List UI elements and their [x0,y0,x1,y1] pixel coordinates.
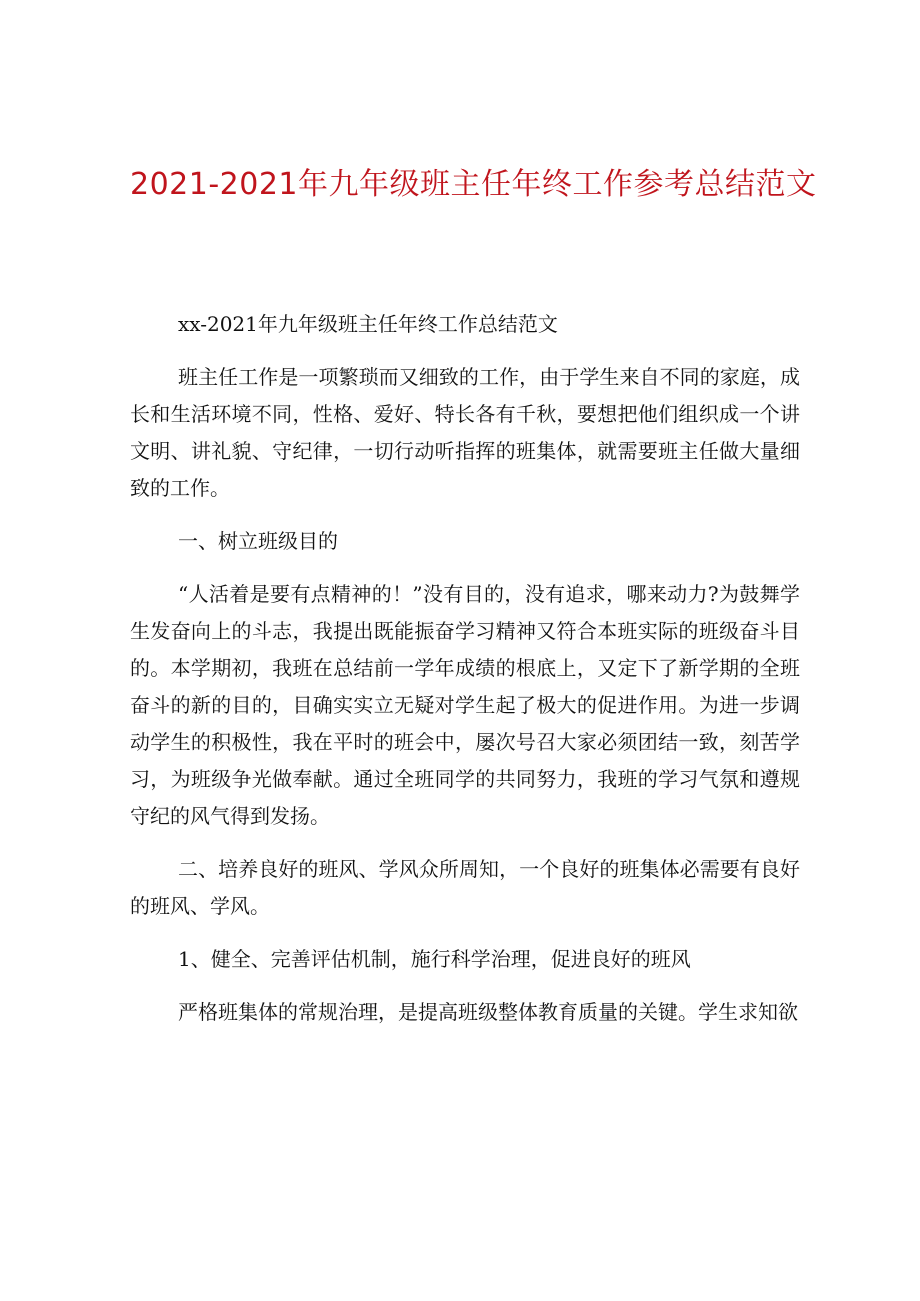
paragraph-intro: 班主任工作是一项繁琐而又细致的工作，由于学生来自不同的家庭，成长和生活环境不同，性格、爱好、特长各有千秋，要想把他们组织成一个讲文明、讲礼貌、守纪律，一切行动听指挥的班集体，就需要班主任做大量细致的工作。 [130,365,800,500]
document-title: 2021-2021年九年级班主任年终工作参考总结范文 [130,167,817,202]
section-heading-2: 二、培养良好的班风、学风众所周知，一个良好的班集体必需要有良好的班风、学风。 [130,857,800,918]
document-body [130,306,800,1047]
subsection-heading-1: 1、健全、完善评估机制，施行科学治理，促进良好的班风 [178,947,691,971]
document-subtitle: xx-2021年九年级班主任年终工作总结范文 [178,312,558,336]
section-heading-1: 一、树立班级目的 [178,529,338,553]
paragraph-subsection-1: 严格班集体的常规治理，是提高班级整体教育质量的关键。学生求知欲 [178,1000,798,1024]
paragraph-section-1: “人活着是要有点精神的！”没有目的，没有追求，哪来动力?为鼓舞学生发奋向上的斗志，我提出既能振奋学习精神又符合本班实际的班级奋斗目的。本学期初，我班在总结前一学年成绩的根底上，又定下了新学期的全班奋斗的新的目的，目确实实立无疑对学生起了极大的促进作用。为进一步调动学生的积极性，我在平时的班会中，屡次号召大家必须团结一致，刻苦学习，为班级争光做奉献。通过全班同学的共同努力，我班的学习气氛和遵规守纪的风气得到发扬。 [130,582,800,828]
